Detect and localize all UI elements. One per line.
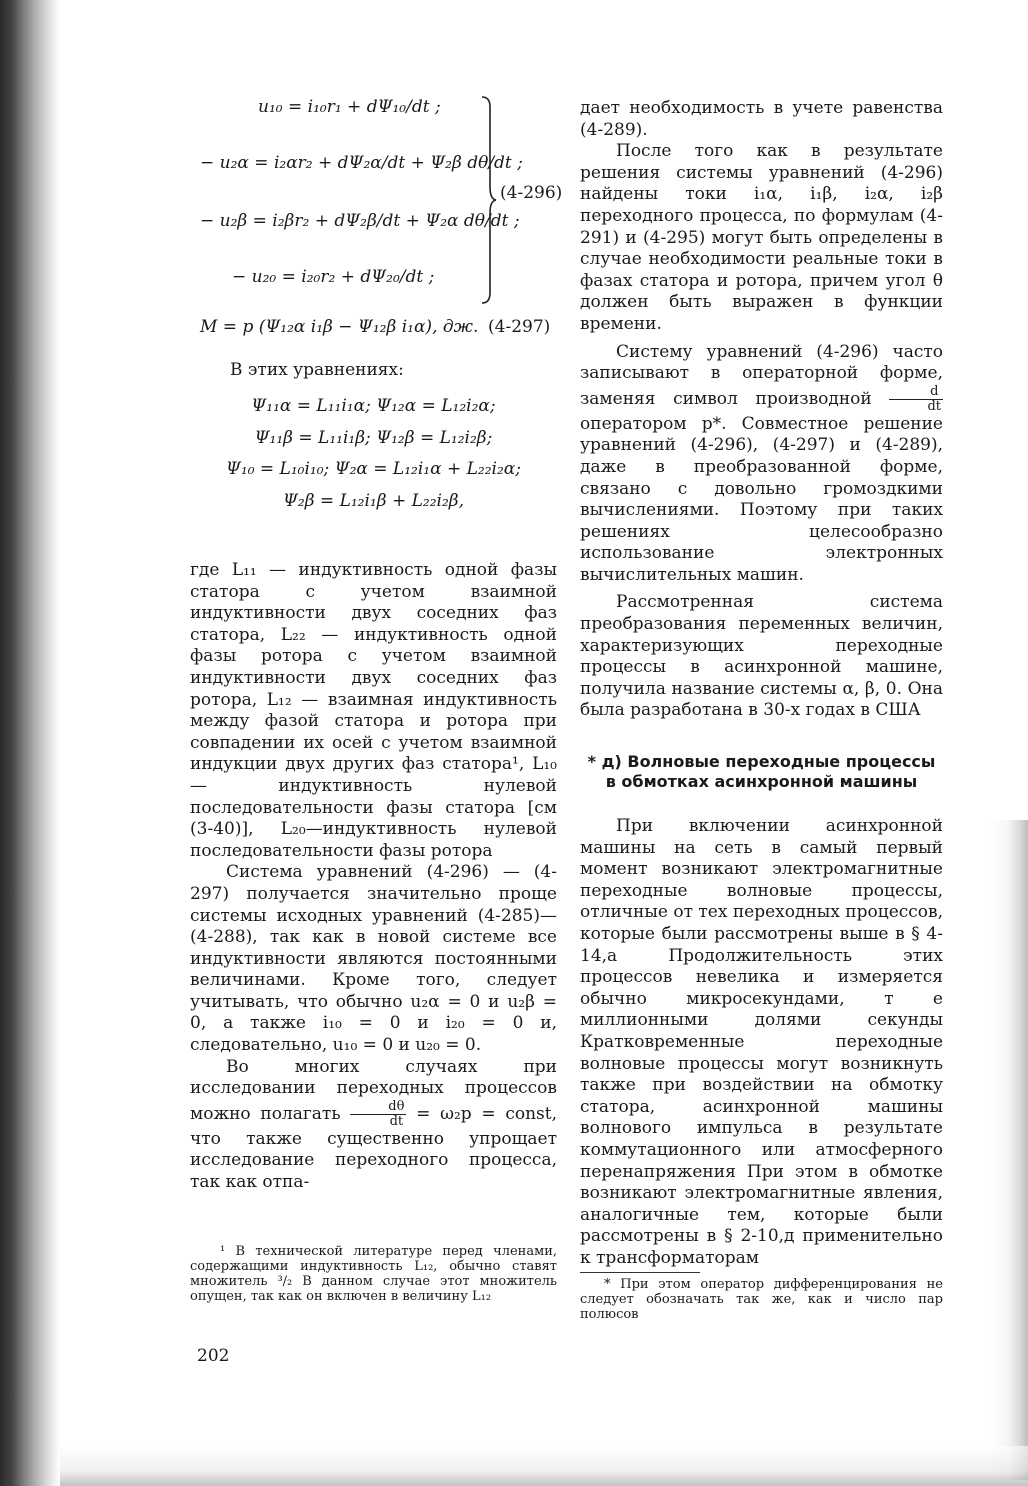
left-paragraph-2: Система уравнений (4-296) — (4-297) получается значительно проще системы исходных уравнений (4-285)—(4-288), так как в новой системе все индуктивности являются постоянными величинами. Кроме того, следует учитывать, что обычно u₂α = 0 и u₂β = 0, а также i₁₀ = 0 и i₂₀ = 0 и, следовательно, u₁₀ = 0 и u₂₀ = 0. [190, 862, 557, 1056]
flux-equation-1: Ψ₁₁α = L₁₁i₁α; Ψ₁₂α = L₁₂i₂α; [251, 396, 496, 416]
equation-3: − u₂β = i₂βr₂ + dΨ₂β/dt + Ψ₂α dθ/dt ; [200, 211, 520, 231]
section-heading: * д) Волновые переходные процессы в обмотках асинхронной машины [587, 752, 936, 791]
right-footnote: * При этом оператор дифференцирования не следует обозначать так же, как и число пар полюсов [580, 1277, 943, 1322]
section-heading-block [580, 752, 943, 792]
right-paragraph-4: Рассмотренная система преобразования переменных величин, характеризующих переходные процессы в асинхронной машине, получила название системы α, β, 0. Она была разработана в 30-х годах в США [580, 592, 943, 721]
curly-brace-icon [478, 95, 498, 305]
page-number: 202 [197, 1346, 230, 1366]
equation-1: u₁₀ = i₁₀r₁ + dΨ₁₀/dt ; [258, 97, 441, 117]
fraction: $\frac{d}{dt}$ [889, 385, 943, 414]
equations-intro: В этих уравнениях: [230, 360, 404, 380]
right-section-text [580, 816, 943, 1269]
flux-equation-4: Ψ₂β = L₁₂i₁β + L₂₂i₂β, [282, 490, 465, 511]
left-column-intro [190, 360, 557, 382]
left-footnote: ¹ В технической литературе перед членами, содержащими индуктивность L₁₂, обычно ставят множитель ³/₂ В данном случае этот множитель опущен, так как он включен в величину L₁₂ [190, 1244, 557, 1304]
equation-5: M = p (Ψ₁₂α i₁β − Ψ₁₂β i₁α), дж. [200, 317, 479, 337]
book-binding-shadow [0, 0, 60, 1486]
right-column-text [580, 98, 943, 722]
left-footnote-block [190, 1244, 557, 1304]
right-paragraph-3: Систему уравнений (4-296) часто записывают в операторной форме, заменяя символ производной $\frac{d}{dt}$ оператором p*. Совместное решение уравнений (4-296), (4-297) и (4-289), даже в преобразованной форме, связано с довольно громоздкими вычислениями. Поэтому при таких решениях целесообразно использование электронных вычислительных машин. [580, 341, 943, 585]
equation-4: − u₂₀ = i₂₀r₂ + dΨ₂₀/dt ; [232, 267, 435, 287]
footnote-rule [580, 1272, 700, 1273]
fraction: $\frac{d\theta}{dt}$ [350, 1100, 406, 1129]
right-paragraph-2: После того как в результате решения системы уравнений (4-296) найдены токи i₁α, i₁β, i₂α, i₂β переходного процесса, по формулам (4-291) и (4-295) могут быть определены в случае необходимости реальные токи в фазах статора и ротора, причем угол θ должен быть выражен в функции времени. [580, 141, 943, 334]
equation-system-number: (4-296) [500, 183, 563, 203]
right-footnote-block [580, 1272, 943, 1322]
equation-5-number: (4-297) [488, 317, 551, 337]
page-bottom-shadow [60, 1446, 1028, 1486]
page-edge-shadow [988, 820, 1028, 1480]
left-column-text [190, 560, 557, 1194]
right-paragraph-1: дает необходимость в учете равенства (4-289). [580, 98, 943, 140]
flux-equations [190, 396, 557, 512]
equation-2: − u₂α = i₂αr₂ + dΨ₂α/dt + Ψ₂β dθ/dt ; [200, 153, 523, 173]
left-paragraph-1: где L₁₁ — индуктивность одной фазы статора с учетом взаимной индуктивности двух соседних фаз статора, L₂₂ — индуктивность одной фазы ротора с учетом взаимной индуктивности двух соседних фаз ротора, L₁₂ — взаимная индуктивность между фазой статора и ротора при совпадении их осей с учетом взаимной индукции двух других фаз статора¹, L₁₀ — индуктивность нулевой последовательности фазы статора [см (3-40)], L₂₀—индуктивность нулевой последовательности фазы ротора [190, 560, 557, 861]
flux-equation-3: Ψ₁₀ = L₁₀i₁₀; Ψ₂α = L₁₂i₁α + L₂₂i₂α; [225, 459, 522, 480]
right-paragraph-5: При включении асинхронной машины на сеть в самый первый момент возникают электромагнитные переходные волновые процессы, отличные от тех переходных процессов, которые были рассмотрены выше в § 4-14,а Продолжительность этих процессов невелика и измеряется обычно микросекундами, т е миллионными долями секунды Кратковременные переходные волновые процессы могут возникнуть также при воздействии на обмотку статора, асинхронной машины волнового импульса в результате коммутационного или атмосферного перенапряжения При этом в обмотке возникают электромагнитные явления, аналогичные тем, которые были рассмотрены в § 2-10,д применительно к трансформаторам [580, 816, 944, 1268]
flux-equation-2: Ψ₁₁β = L₁₁i₁β; Ψ₁₂β = L₁₂i₂β; [254, 427, 493, 448]
left-paragraph-3: Во многих случаях при исследовании переходных процессов можно полагать $\frac{d\theta}{dt}$ = ω₂p = const, что также существенно упрощает исследование переходного процесса, так как отпа- [190, 1056, 558, 1193]
